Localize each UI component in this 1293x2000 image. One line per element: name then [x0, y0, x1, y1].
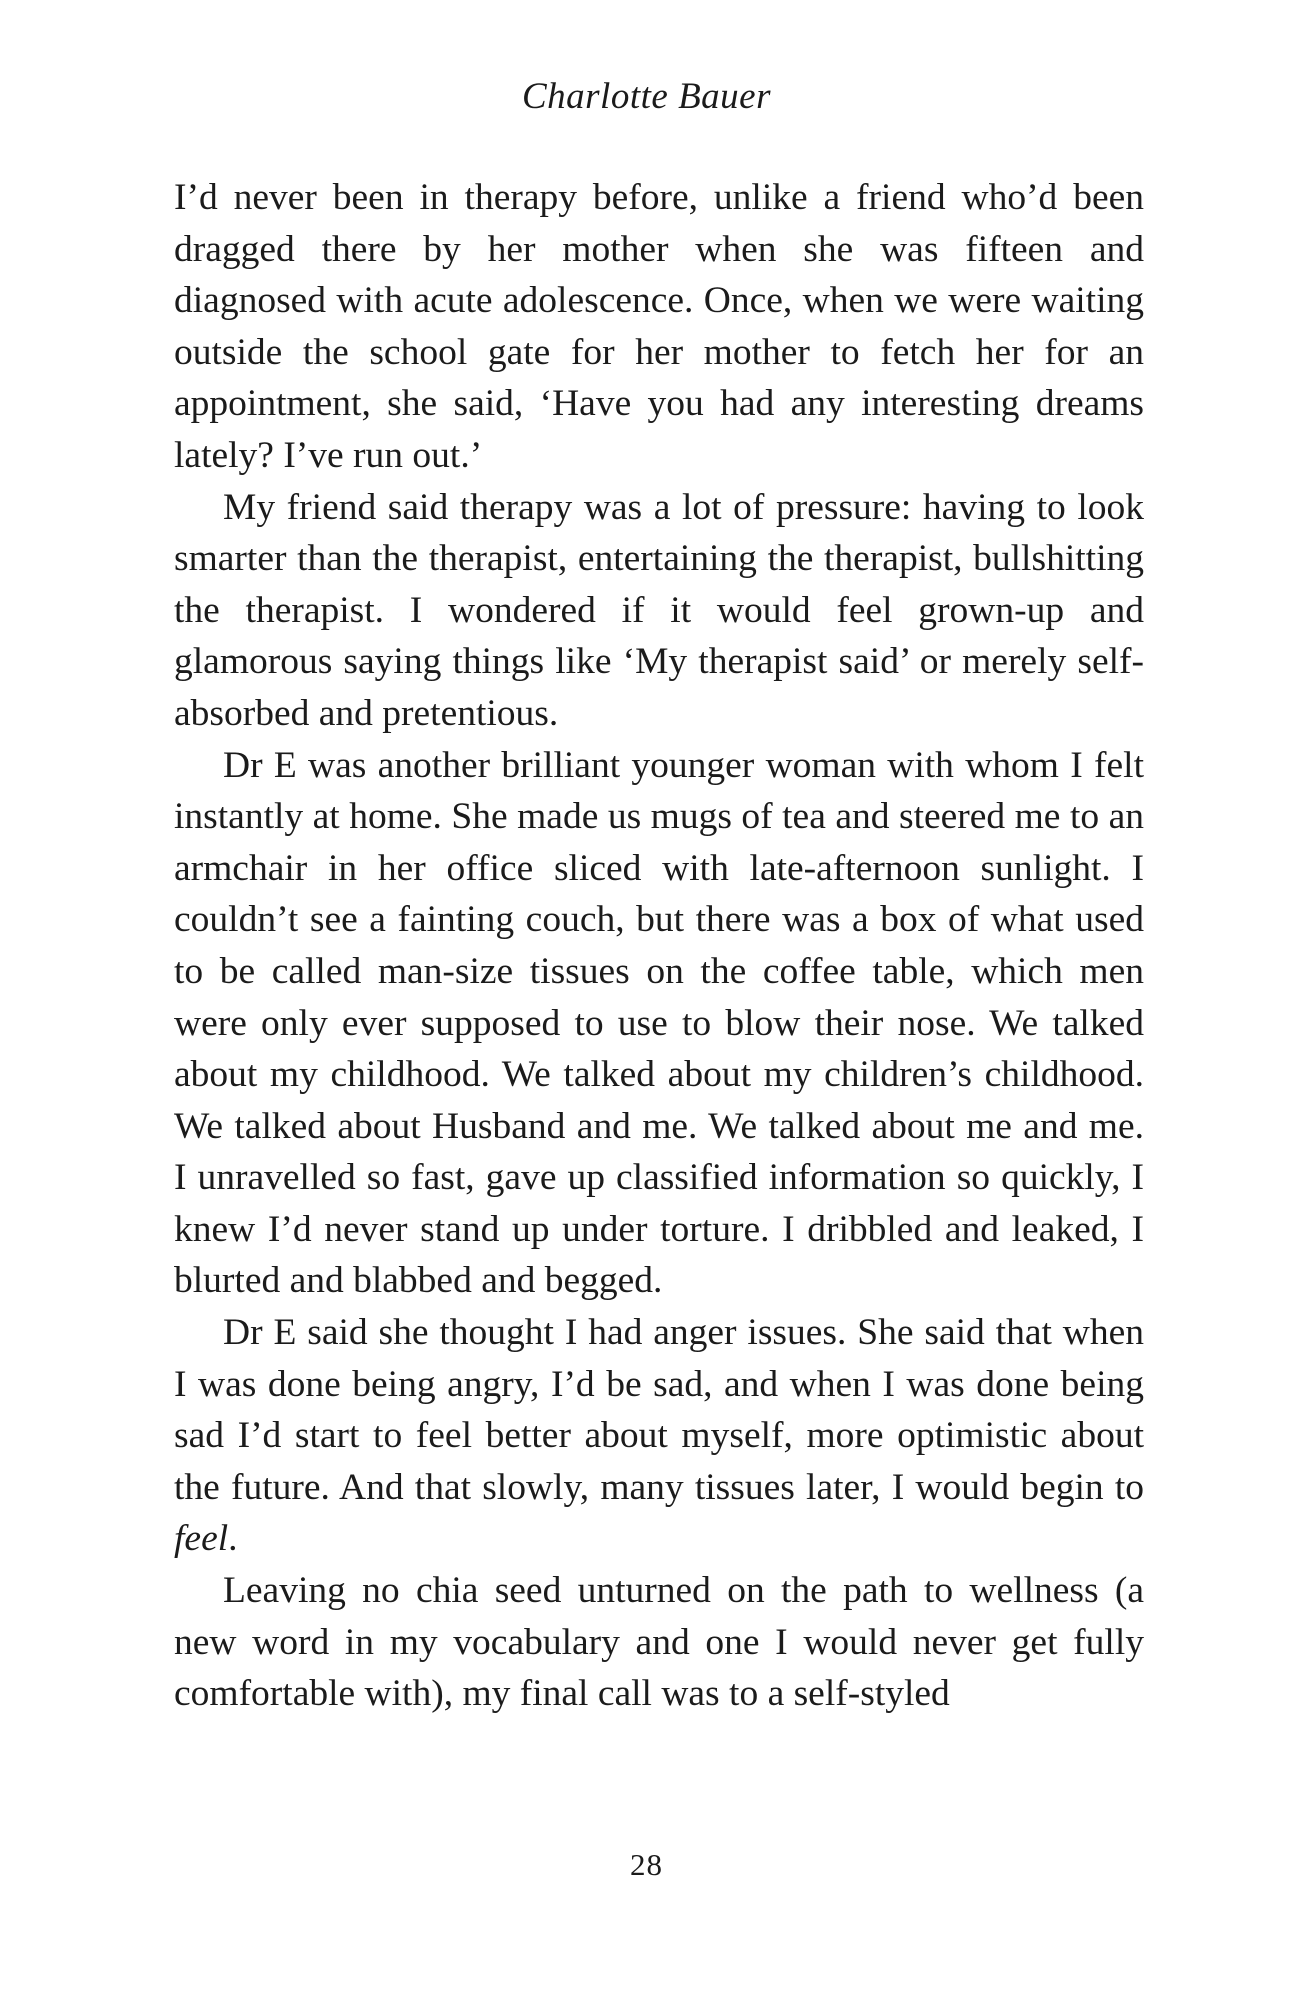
paragraph-3: Dr E was another brilliant younger woman with whom I felt instantly at home. She made us mugs of tea and steered me to an armchair in her office sliced with late-afternoon sunlight. I couldn’t see a fainting couch, but there was a box of what used to be called man-size tissues on the coffee table, which men were only ever supposed to use to blow their nose. We talked about my childhood. We talked about my children’s childhood. We talked about Husband and me. We talked about me and me. I unravelled so fast, gave up classified information so quickly, I knew I’d never stand up under torture. I dribbled and leaked, I blurted and blabbed and begged. [174, 744, 1144, 1302]
paragraph-4 [174, 1307, 1144, 1565]
paragraph-1: I’d never been in therapy before, unlike a friend who’d been dragged there by her mother when she was fifteen and diagnosed with acute adolescence. Once, when we were waiting outside the school gate for her mother to fetch her for an appointment, she said, ‘Have you had any interesting dreams lately? I’ve run out.’ [174, 177, 1144, 476]
paragraph-5: Leaving no chia seed unturned on the path to wellness (a new word in my vocabulary and one I would never get fully comfortable with), my final call was to a self-styled [174, 1570, 1144, 1715]
body-text [174, 172, 1144, 1720]
paragraph-4-end: . [228, 1518, 238, 1560]
running-header-author: Charlotte Bauer [521, 76, 771, 117]
paragraph-2: My friend said therapy was a lot of pressure: having to look smarter than the therapist, entertaining the therapist, bullshitting the therapist. I wondered if it would feel grown-up and glamorous saying things like ‘My therapist said’ or merely self-absorbed and pretentious. [174, 486, 1144, 734]
paragraph-4-text: Dr E said she thought I had anger issues. She said that when I was done being angry, I’d be sad, and when I was done being sad I’d start to feel better about myself, more optimistic about the future. And that slowly, many tissues later, I would begin to [174, 1312, 1144, 1508]
paragraph-4-emphasis: feel [174, 1518, 229, 1560]
page-number: 28 [630, 1847, 663, 1882]
